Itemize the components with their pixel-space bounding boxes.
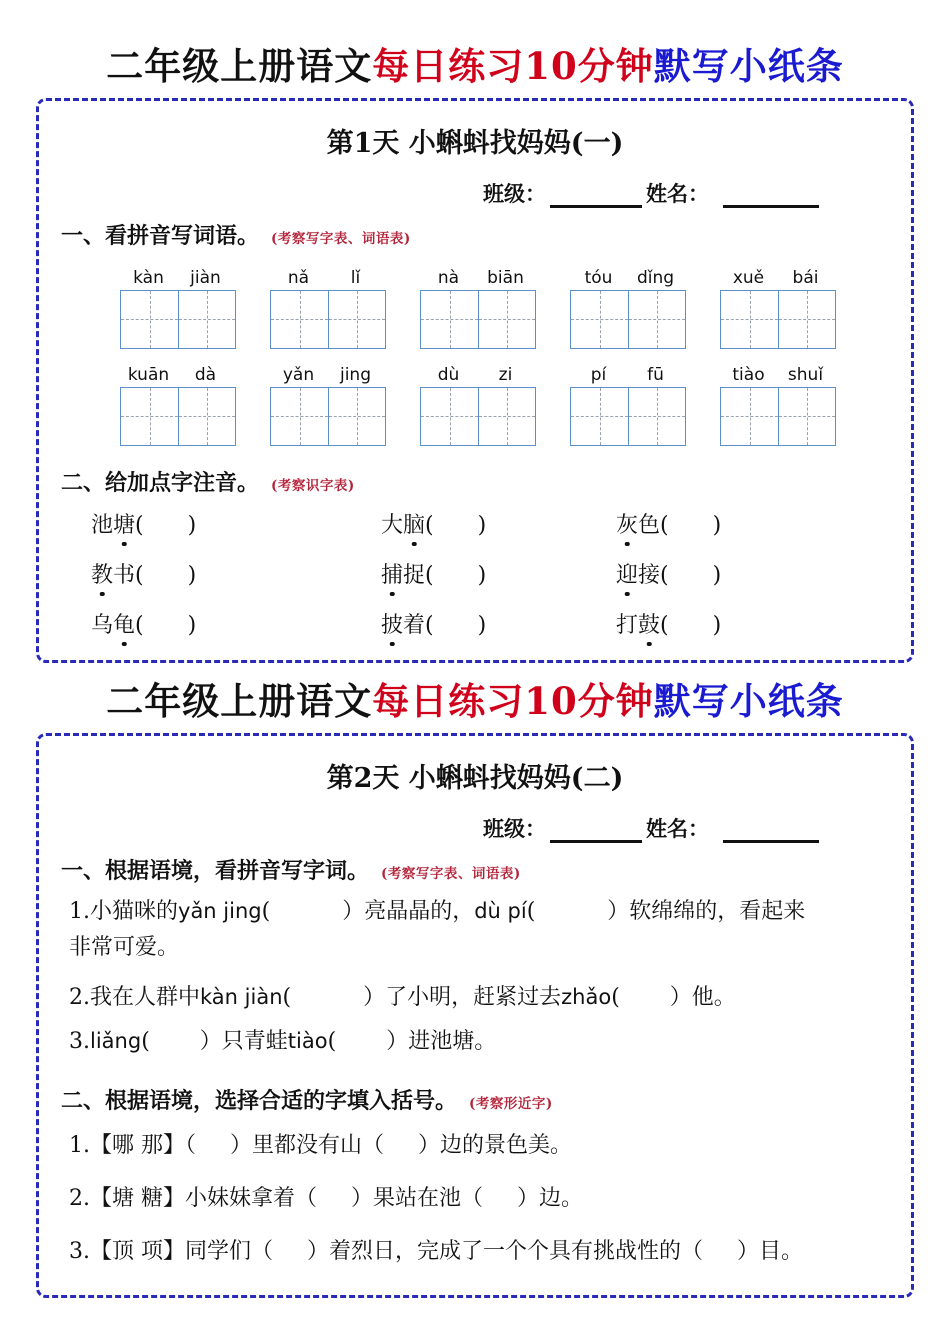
pinyin-word-group	[270, 269, 386, 349]
name-input-line[interactable]	[723, 204, 819, 208]
tianzige-cell[interactable]	[478, 291, 535, 348]
day1-section2-heading-text: 二、给加点字注音。	[61, 470, 260, 496]
pinyin-syllable: tóu	[584, 268, 613, 288]
pinyin-label-pair	[720, 269, 836, 288]
char-choices: 【塘 糖】	[90, 1186, 185, 1211]
item-text-c: ）进池塘。	[386, 1029, 497, 1054]
banner-title-1	[0, 44, 950, 88]
item-text-b: ）里都没有山（	[230, 1133, 385, 1158]
pinyin-word-group	[570, 366, 686, 446]
tianzige-cell[interactable]	[778, 388, 835, 445]
pinyin-label-pair	[270, 366, 386, 385]
tianzige-cell[interactable]	[178, 291, 235, 348]
annotated-char-dotted: 鼓	[638, 608, 660, 639]
item-text-c: ）边。	[517, 1186, 584, 1211]
annotated-char-item[interactable]: 捕 捉 ( )	[381, 558, 616, 589]
annotated-char-item[interactable]: 迎 接 ( )	[616, 558, 721, 589]
item-text-a: 小妹妹拿着（	[185, 1186, 318, 1211]
day2-section1-item-2[interactable]: 2.我在人群中kàn jiàn( ）了小明，赶紧过去zhǎo( ）他。	[69, 985, 736, 1010]
item-number: 1.	[69, 899, 90, 924]
tianzige-cell[interactable]	[478, 388, 535, 445]
day2-section1-heading-text: 一、根据语境，看拼音写字词。	[61, 858, 370, 884]
annotated-char-item[interactable]: 池 塘 ( )	[91, 508, 381, 539]
pinyin-syllable: nǎ	[287, 268, 310, 288]
day2-section1-heading	[61, 854, 521, 885]
tianzige-box-pair[interactable]	[120, 387, 236, 446]
class-label: 班级：	[483, 816, 546, 841]
tianzige-box-pair[interactable]	[570, 290, 686, 349]
annotated-char-dotted: 龟	[113, 608, 135, 639]
tianzige-cell[interactable]	[571, 388, 628, 445]
pinyin-inline: liǎng	[90, 1029, 142, 1053]
tianzige-box-pair[interactable]	[720, 387, 836, 446]
tianzige-box-pair[interactable]	[270, 387, 386, 446]
pinyin-syllable: xuě	[732, 268, 765, 288]
worksheet-card-day1	[36, 98, 914, 663]
name-label: 姓名：	[646, 816, 709, 841]
item-text-b: ）着烈日，完成了一个个具有挑战性的（	[307, 1239, 704, 1264]
day2-section1-note: (考察写字表、词语表)	[381, 866, 521, 882]
char-choices: 【哪 那】	[90, 1133, 185, 1158]
pinyin-label-pair	[120, 269, 236, 288]
item-text-c: ）目。	[737, 1239, 804, 1264]
tianzige-box-pair[interactable]	[270, 290, 386, 349]
pinyin-syllable: bái	[792, 268, 819, 288]
day1-section2-note: (考察识字表)	[271, 478, 355, 494]
day2-section1-item-1[interactable]: 1.小猫咪的yǎn jing( ）亮晶晶的，dù pí( ）软绵绵的，看起来 非常可爱。	[69, 894, 899, 965]
tianzige-cell[interactable]	[628, 388, 685, 445]
pinyin-syllable: lǐ	[350, 268, 361, 288]
tianzige-box-pair[interactable]	[120, 290, 236, 349]
day2-section2-item-3[interactable]	[69, 1234, 907, 1270]
tianzige-box-pair[interactable]	[570, 387, 686, 446]
banner-segment-black: 二年级上册语文	[106, 44, 373, 88]
name-label: 姓名：	[646, 181, 709, 206]
annotated-char-dotted: 塘	[113, 508, 135, 539]
item-text-line2: 非常可爱。	[69, 934, 180, 960]
annotated-char-item[interactable]: 教 书 ( )	[91, 558, 381, 589]
banner-segment-blue: 默写小纸条	[653, 679, 844, 723]
tianzige-cell[interactable]	[271, 388, 328, 445]
day2-section2-item-1[interactable]	[69, 1128, 899, 1164]
pinyin-word-group	[720, 269, 836, 349]
item-text-a: （	[185, 1133, 197, 1158]
pinyin-syllable: jing	[339, 365, 371, 385]
item-text-b: ）了小明，赶紧过去	[363, 985, 562, 1010]
pinyin-syllable: dà	[194, 365, 217, 385]
annotated-word-suffix: 色	[638, 513, 661, 538]
pinyin-syllable: nà	[437, 268, 460, 288]
item-number: 3.	[69, 1029, 90, 1054]
pinyin-label-pair	[420, 366, 536, 385]
pinyin-grid-row-2	[39, 366, 917, 446]
pinyin-syllable: pí	[590, 365, 607, 385]
pinyin-label-pair	[270, 269, 386, 288]
tianzige-cell[interactable]	[328, 291, 385, 348]
item-text-b: ）亮晶晶的，	[342, 899, 475, 924]
tianzige-cell[interactable]	[178, 388, 235, 445]
annotated-char-dotted: 灰	[616, 508, 638, 539]
day2-section2-heading-text: 二、根据语境，选择合适的字填入括号。	[61, 1088, 458, 1114]
tianzige-cell[interactable]	[421, 388, 478, 445]
annotated-char-item[interactable]: 披 着 ( )	[381, 608, 616, 639]
class-input-line[interactable]	[550, 839, 642, 843]
pinyin-syllable: kuān	[127, 365, 170, 385]
day1-section2-heading	[61, 466, 355, 497]
pinyin-label-pair	[570, 366, 686, 385]
day1-title: 第1天 小蝌蚪找妈妈(一)	[326, 128, 624, 159]
tianzige-cell[interactable]	[328, 388, 385, 445]
item-number: 1.	[69, 1133, 90, 1158]
tianzige-cell[interactable]	[421, 291, 478, 348]
pinyin-label-pair	[120, 366, 236, 385]
pinyin-word-group	[570, 269, 686, 349]
tianzige-cell[interactable]	[271, 291, 328, 348]
class-label: 班级：	[483, 181, 546, 206]
item-text-a: 小猫咪的	[90, 899, 179, 924]
pinyin-syllable: shuǐ	[787, 365, 824, 385]
day2-section2-item-2[interactable]	[69, 1181, 899, 1217]
day2-section1-item-3[interactable]: 3.liǎng( ）只青蛙tiào( ）进池塘。	[69, 1029, 497, 1054]
annotated-word-suffix: 着	[403, 613, 426, 638]
day1-section1-heading	[61, 219, 411, 250]
worksheet-card-day2	[36, 733, 914, 1298]
item-number: 3.	[69, 1239, 90, 1264]
day2-section2-note: (考察形近字)	[469, 1096, 553, 1112]
pinyin-word-group	[120, 366, 236, 446]
day2-section2-heading	[61, 1084, 553, 1115]
annotated-char-item[interactable]: 灰 色 ( )	[616, 508, 721, 539]
day2-id-fields	[39, 813, 911, 843]
item-text-b: ）果站在池（	[351, 1186, 484, 1211]
item-number: 2.	[69, 1186, 90, 1211]
item-text-a: 同学们（	[185, 1239, 274, 1264]
annotated-char-dotted: 披	[381, 608, 403, 639]
pinyin-label-pair	[720, 366, 836, 385]
pinyin-syllable: tiào	[732, 365, 765, 385]
annotated-word-suffix: 书	[113, 563, 136, 588]
banner-title-2	[0, 679, 950, 723]
tianzige-cell[interactable]	[721, 388, 778, 445]
annotated-char-dotted: 脑	[403, 508, 425, 539]
pinyin-syllable: dù	[437, 365, 460, 385]
annotated-char-item[interactable]: 打 鼓 ( )	[616, 608, 721, 639]
pinyin-label-pair	[570, 269, 686, 288]
annotated-word-prefix: 大	[381, 513, 404, 538]
annotated-word-suffix: 接	[638, 563, 661, 588]
pinyin-inline: yǎn jing	[178, 899, 262, 923]
annotated-word-prefix: 乌	[91, 613, 114, 638]
char-choices: 【顶 项】	[90, 1239, 185, 1264]
pinyin-word-group	[420, 366, 536, 446]
banner-segment-red: 每日练习10分钟	[372, 679, 654, 723]
name-input-line[interactable]	[723, 839, 819, 843]
pinyin-syllable: zi	[498, 365, 513, 385]
pinyin-syllable: kàn	[133, 268, 164, 288]
tianzige-cell[interactable]	[778, 291, 835, 348]
annotated-word-suffix: 捉	[403, 563, 426, 588]
pinyin-word-group	[720, 366, 836, 446]
class-input-line[interactable]	[550, 204, 642, 208]
annotated-char-item[interactable]: 大 脑 ( )	[381, 508, 616, 539]
pinyin-word-group	[120, 269, 236, 349]
item-text-b: ）只青蛙	[199, 1029, 288, 1054]
banner-segment-red: 每日练习10分钟	[372, 44, 654, 88]
tianzige-cell[interactable]	[121, 388, 178, 445]
annotated-char-dotted: 捕	[381, 558, 403, 589]
banner-segment-blue: 默写小纸条	[653, 44, 844, 88]
item-number: 2.	[69, 985, 90, 1010]
annotated-word-prefix: 打	[616, 613, 639, 638]
tianzige-cell[interactable]	[571, 291, 628, 348]
pinyin-inline: tiào	[287, 1029, 328, 1053]
annotated-char-row-3	[91, 608, 881, 639]
pinyin-label-pair	[420, 269, 536, 288]
pinyin-word-group	[420, 269, 536, 349]
pinyin-syllable: fū	[647, 365, 664, 385]
pinyin-grid-row-1	[39, 269, 917, 349]
tianzige-box-pair[interactable]	[420, 387, 536, 446]
item-text-c: ）他。	[669, 985, 736, 1010]
tianzige-box-pair[interactable]	[720, 290, 836, 349]
day1-section1-heading-text: 一、看拼音写词语。	[61, 223, 260, 249]
annotated-char-row-1	[91, 508, 881, 539]
pinyin-syllable: jiàn	[190, 268, 221, 288]
day1-id-fields	[39, 178, 911, 208]
annotated-char-row-2	[91, 558, 881, 589]
tianzige-cell[interactable]	[121, 291, 178, 348]
pinyin-inline: kàn jiàn	[200, 985, 283, 1009]
pinyin-word-group	[270, 366, 386, 446]
tianzige-box-pair[interactable]	[420, 290, 536, 349]
item-text-c: ）软绵绵的，看起来	[607, 899, 806, 924]
item-text-c: ）边的景色美。	[418, 1133, 573, 1158]
day2-title: 第2天 小蝌蚪找妈妈(二)	[326, 763, 624, 794]
pinyin-inline: dù pí	[474, 899, 527, 923]
annotated-word-prefix: 池	[91, 513, 114, 538]
day1-section1-note: (考察写字表、词语表)	[271, 231, 411, 247]
banner-segment-black: 二年级上册语文	[106, 679, 373, 723]
annotated-char-dotted: 迎	[616, 558, 638, 589]
tianzige-cell[interactable]	[721, 291, 778, 348]
annotated-char-item[interactable]: 乌 龟 ( )	[91, 608, 381, 639]
item-text-a: 我在人群中	[90, 985, 201, 1010]
tianzige-cell[interactable]	[628, 291, 685, 348]
pinyin-inline: zhǎo	[561, 985, 612, 1009]
annotated-char-dotted: 教	[91, 558, 113, 589]
pinyin-syllable: biān	[487, 268, 524, 288]
pinyin-syllable: dǐng	[636, 268, 675, 288]
pinyin-syllable: yǎn	[282, 365, 315, 385]
